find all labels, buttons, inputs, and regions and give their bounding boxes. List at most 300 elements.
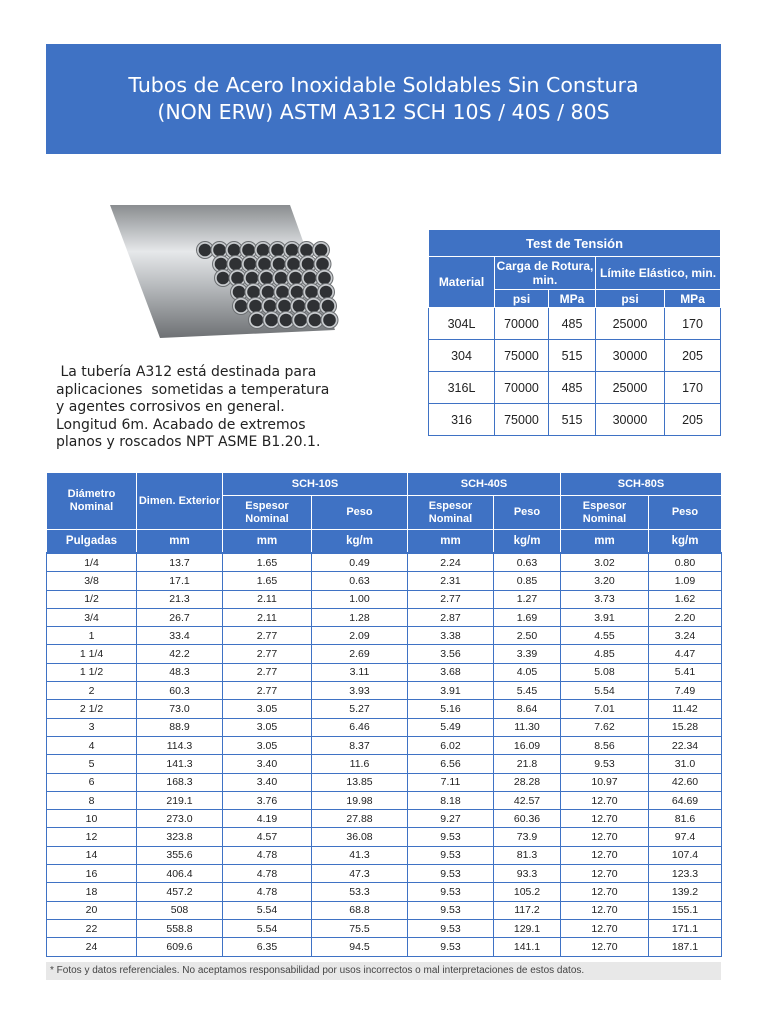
table-cell: 304 xyxy=(429,340,495,372)
table-row xyxy=(429,308,721,340)
tube-bore xyxy=(249,300,262,313)
tube-bore xyxy=(235,300,248,313)
tube-bore xyxy=(276,286,289,299)
table-row xyxy=(429,372,721,404)
table-cell: 4.05 xyxy=(494,663,561,681)
table-row xyxy=(47,663,722,681)
table-cell: 5.16 xyxy=(408,700,494,718)
table-cell: 117.2 xyxy=(494,901,561,919)
table-cell: 141.3 xyxy=(137,755,223,773)
table-row xyxy=(47,919,722,937)
table-cell: 7.62 xyxy=(561,718,649,736)
table-row xyxy=(47,682,722,700)
tube-bore xyxy=(262,286,275,299)
espesor-header: Espesor Nominal xyxy=(561,496,649,530)
table-cell: 170 xyxy=(665,372,721,404)
table-cell: 21.3 xyxy=(137,590,223,608)
table-row xyxy=(47,883,722,901)
tension-test-table xyxy=(428,229,721,436)
table-cell: 75.5 xyxy=(312,919,408,937)
table-cell: 88.9 xyxy=(137,718,223,736)
tube-bore xyxy=(244,258,257,271)
table-cell: 68.8 xyxy=(312,901,408,919)
table-row xyxy=(47,773,722,791)
table-cell: 406.4 xyxy=(137,865,223,883)
tube-bore xyxy=(304,272,317,285)
table-cell: 2.24 xyxy=(408,553,494,572)
table-cell: 5.41 xyxy=(649,663,722,681)
table-cell: 9.53 xyxy=(408,865,494,883)
table-cell: 2.31 xyxy=(408,572,494,590)
table-cell: 4.85 xyxy=(561,645,649,663)
table-cell: 0.63 xyxy=(494,553,561,572)
table-cell: 6 xyxy=(47,773,137,791)
unit-header: MPa xyxy=(549,290,596,308)
table-cell: 2.69 xyxy=(312,645,408,663)
table-cell: 1/4 xyxy=(47,553,137,572)
table-cell: 9.53 xyxy=(408,938,494,956)
diametro-header: Diámetro Nominal xyxy=(47,473,137,530)
pipe-bundle-image xyxy=(100,200,340,345)
table-cell: 123.3 xyxy=(649,865,722,883)
table-cell: 30000 xyxy=(596,404,665,436)
tube-bore xyxy=(199,244,212,257)
table-cell: 3.76 xyxy=(223,791,312,809)
table-cell: 14 xyxy=(47,846,137,864)
table-cell: 114.3 xyxy=(137,736,223,754)
description-line: planos y roscados NPT ASME B1.20.1. xyxy=(56,434,321,450)
table-cell: 42.2 xyxy=(137,645,223,663)
tube-bore xyxy=(294,314,307,327)
table-cell: 1.65 xyxy=(223,572,312,590)
tube-bore xyxy=(320,286,333,299)
table-cell: 2 1/2 xyxy=(47,700,137,718)
table-cell: 25000 xyxy=(596,372,665,404)
tube-bore xyxy=(278,300,291,313)
tube-bore xyxy=(286,244,299,257)
table-cell: 33.4 xyxy=(137,627,223,645)
table-row xyxy=(47,736,722,754)
description-line: La tubería A312 está destinada para xyxy=(56,364,317,380)
table-cell: 41.3 xyxy=(312,846,408,864)
tube-bore xyxy=(251,314,264,327)
table-cell: 4.78 xyxy=(223,846,312,864)
table-cell: 75000 xyxy=(495,404,549,436)
table-cell: 21.8 xyxy=(494,755,561,773)
table-cell: 12.70 xyxy=(561,865,649,883)
table-cell: 6.35 xyxy=(223,938,312,956)
table-cell: 30000 xyxy=(596,340,665,372)
table-cell: 27.88 xyxy=(312,810,408,828)
table-row xyxy=(47,590,722,608)
table-cell: 11.42 xyxy=(649,700,722,718)
footnote: * Fotos y datos referenciales. No aceptamos responsabilidad por usos incorrectos o mal interpretaciones de estos datos. xyxy=(46,962,721,980)
table-cell: 4.47 xyxy=(649,645,722,663)
table-cell: 15.28 xyxy=(649,718,722,736)
table-cell: 9.53 xyxy=(408,919,494,937)
table-cell: 22.34 xyxy=(649,736,722,754)
tube-bore xyxy=(287,258,300,271)
tube-bore xyxy=(309,314,322,327)
table-cell: 3/4 xyxy=(47,608,137,626)
unit-header: mm xyxy=(408,530,494,554)
product-description xyxy=(56,364,376,452)
table-cell: 12.70 xyxy=(561,919,649,937)
table-cell: 187.1 xyxy=(649,938,722,956)
table-cell: 3.02 xyxy=(561,553,649,572)
table-cell: 73.9 xyxy=(494,828,561,846)
table-cell: 9.53 xyxy=(408,828,494,846)
tube-bore xyxy=(242,244,255,257)
unit-header: mm xyxy=(137,530,223,554)
table-cell: 8 xyxy=(47,791,137,809)
tube-bore xyxy=(231,272,244,285)
table-cell: 485 xyxy=(549,372,596,404)
table-cell: 2.11 xyxy=(223,590,312,608)
tube-bore xyxy=(315,244,328,257)
table-cell: 3.39 xyxy=(494,645,561,663)
table-cell: 2.77 xyxy=(408,590,494,608)
table-cell: 36.08 xyxy=(312,828,408,846)
table-cell: 316 xyxy=(429,404,495,436)
tube-bore xyxy=(246,272,259,285)
tube-bore xyxy=(307,300,320,313)
limite-header: Límite Elástico, min. xyxy=(596,257,721,290)
table-cell: 26.7 xyxy=(137,608,223,626)
material-header: Material xyxy=(429,257,495,308)
sch-40s-header: SCH-40S xyxy=(408,473,561,496)
table-cell: 0.49 xyxy=(312,553,408,572)
rotura-header: Carga de Rotura, min. xyxy=(495,257,596,290)
table-cell: 5.08 xyxy=(561,663,649,681)
tension-table-title: Test de Tensión xyxy=(429,230,721,257)
table-cell: 64.69 xyxy=(649,791,722,809)
table-cell: 155.1 xyxy=(649,901,722,919)
table-cell: 3.40 xyxy=(223,773,312,791)
table-cell: 25000 xyxy=(596,308,665,340)
table-cell: 1.09 xyxy=(649,572,722,590)
table-cell: 7.49 xyxy=(649,682,722,700)
table-row xyxy=(47,810,722,828)
tube-bore xyxy=(265,314,278,327)
tube-bore xyxy=(316,258,329,271)
table-cell: 323.8 xyxy=(137,828,223,846)
table-cell: 8.64 xyxy=(494,700,561,718)
tube-bore xyxy=(291,286,304,299)
tube-bore xyxy=(280,314,293,327)
table-cell: 4 xyxy=(47,736,137,754)
table-row xyxy=(47,865,722,883)
table-row xyxy=(47,608,722,626)
table-row xyxy=(47,718,722,736)
table-cell: 1 1/2 xyxy=(47,663,137,681)
table-cell: 6.02 xyxy=(408,736,494,754)
table-cell: 16.09 xyxy=(494,736,561,754)
table-cell: 11.30 xyxy=(494,718,561,736)
table-cell: 2.77 xyxy=(223,645,312,663)
table-cell: 2.77 xyxy=(223,682,312,700)
table-cell: 3.56 xyxy=(408,645,494,663)
description-line: Longitud 6m. Acabado de extremos xyxy=(56,416,306,433)
table-cell: 53.3 xyxy=(312,883,408,901)
table-cell: 355.6 xyxy=(137,846,223,864)
table-cell: 5.54 xyxy=(561,682,649,700)
table-cell: 1 1/4 xyxy=(47,645,137,663)
table-cell: 73.0 xyxy=(137,700,223,718)
tube-bore xyxy=(247,286,260,299)
table-cell: 3 xyxy=(47,718,137,736)
table-cell: 171.1 xyxy=(649,919,722,937)
table-cell: 205 xyxy=(665,340,721,372)
table-cell: 515 xyxy=(549,340,596,372)
table-cell: 8.37 xyxy=(312,736,408,754)
unit-header: MPa xyxy=(665,290,721,308)
table-cell: 316L xyxy=(429,372,495,404)
tube-bore xyxy=(217,272,230,285)
table-cell: 1.69 xyxy=(494,608,561,626)
tube-bore xyxy=(228,244,241,257)
table-cell: 12.70 xyxy=(561,846,649,864)
table-cell: 93.3 xyxy=(494,865,561,883)
tube-bore xyxy=(322,300,335,313)
tube-bore xyxy=(273,258,286,271)
table-cell: 5.27 xyxy=(312,700,408,718)
table-cell: 1.00 xyxy=(312,590,408,608)
tube-bore xyxy=(305,286,318,299)
table-cell: 273.0 xyxy=(137,810,223,828)
table-cell: 42.60 xyxy=(649,773,722,791)
table-cell: 11.6 xyxy=(312,755,408,773)
tube-bore xyxy=(215,258,228,271)
table-cell: 94.5 xyxy=(312,938,408,956)
table-cell: 139.2 xyxy=(649,883,722,901)
tube-bore xyxy=(257,244,270,257)
table-cell: 4.78 xyxy=(223,883,312,901)
tube-bore xyxy=(323,314,336,327)
table-cell: 1.27 xyxy=(494,590,561,608)
unit-header: kg/m xyxy=(649,530,722,554)
page-title-line-2: (NON ERW) ASTM A312 SCH 10S / 40S / 80S xyxy=(157,100,610,124)
table-cell: 9.53 xyxy=(408,846,494,864)
table-cell: 81.3 xyxy=(494,846,561,864)
table-cell: 12.70 xyxy=(561,810,649,828)
table-cell: 4.78 xyxy=(223,865,312,883)
table-cell: 20 xyxy=(47,901,137,919)
tube-bore xyxy=(289,272,302,285)
table-cell: 141.1 xyxy=(494,938,561,956)
table-cell: 5.54 xyxy=(223,919,312,937)
table-row xyxy=(47,828,722,846)
table-row xyxy=(47,700,722,718)
table-cell: 129.1 xyxy=(494,919,561,937)
espesor-header: Espesor Nominal xyxy=(223,496,312,530)
table-cell: 70000 xyxy=(495,308,549,340)
tube-bore xyxy=(302,258,315,271)
table-row xyxy=(47,572,722,590)
table-cell: 3.24 xyxy=(649,627,722,645)
table-cell: 485 xyxy=(549,308,596,340)
table-cell: 16 xyxy=(47,865,137,883)
table-cell: 105.2 xyxy=(494,883,561,901)
table-cell: 9.27 xyxy=(408,810,494,828)
espesor-header: Espesor Nominal xyxy=(408,496,494,530)
table-cell: 219.1 xyxy=(137,791,223,809)
tube-bore xyxy=(233,286,246,299)
sch-80s-header: SCH-80S xyxy=(561,473,722,496)
table-row xyxy=(47,846,722,864)
table-cell: 4.57 xyxy=(223,828,312,846)
description-line: y agentes corrosivos en general. xyxy=(56,399,285,415)
unit-header: mm xyxy=(561,530,649,554)
unit-header: psi xyxy=(495,290,549,308)
table-cell: 3.73 xyxy=(561,590,649,608)
tube-bore xyxy=(213,244,226,257)
table-cell: 7.01 xyxy=(561,700,649,718)
table-cell: 75000 xyxy=(495,340,549,372)
table-cell: 609.6 xyxy=(137,938,223,956)
table-cell: 2.20 xyxy=(649,608,722,626)
dimen-header: Dimen. Exterior xyxy=(137,473,223,530)
table-cell: 3.05 xyxy=(223,718,312,736)
pipe-dimensions-table xyxy=(46,472,722,957)
table-cell: 558.8 xyxy=(137,919,223,937)
table-cell: 60.3 xyxy=(137,682,223,700)
table-cell: 7.11 xyxy=(408,773,494,791)
table-cell: 19.98 xyxy=(312,791,408,809)
table-cell: 3.91 xyxy=(408,682,494,700)
table-cell: 2.77 xyxy=(223,663,312,681)
table-cell: 3/8 xyxy=(47,572,137,590)
table-cell: 1 xyxy=(47,627,137,645)
tube-bore xyxy=(229,258,242,271)
table-cell: 3.68 xyxy=(408,663,494,681)
table-cell: 3.11 xyxy=(312,663,408,681)
table-cell: 515 xyxy=(549,404,596,436)
tube-bore xyxy=(318,272,331,285)
table-cell: 6.46 xyxy=(312,718,408,736)
table-cell: 4.19 xyxy=(223,810,312,828)
description-line: aplicaciones sometidas a temperatura xyxy=(56,381,330,398)
table-cell: 13.7 xyxy=(137,553,223,572)
table-row xyxy=(47,645,722,663)
unit-header: psi xyxy=(596,290,665,308)
table-cell: 18 xyxy=(47,883,137,901)
table-cell: 47.3 xyxy=(312,865,408,883)
tube-bore xyxy=(264,300,277,313)
table-row xyxy=(47,791,722,809)
title-banner xyxy=(46,44,721,154)
table-cell: 81.6 xyxy=(649,810,722,828)
table-cell: 2.77 xyxy=(223,627,312,645)
table-cell: 31.0 xyxy=(649,755,722,773)
table-cell: 13.85 xyxy=(312,773,408,791)
tube-bore xyxy=(258,258,271,271)
tube-bore xyxy=(260,272,273,285)
table-cell: 12.70 xyxy=(561,901,649,919)
table-cell: 6.56 xyxy=(408,755,494,773)
table-cell: 205 xyxy=(665,404,721,436)
peso-header: Peso xyxy=(494,496,561,530)
table-cell: 60.36 xyxy=(494,810,561,828)
table-row xyxy=(429,340,721,372)
unit-header: kg/m xyxy=(494,530,561,554)
table-cell: 8.18 xyxy=(408,791,494,809)
table-cell: 9.53 xyxy=(561,755,649,773)
table-cell: 0.80 xyxy=(649,553,722,572)
unit-header: kg/m xyxy=(312,530,408,554)
table-cell: 22 xyxy=(47,919,137,937)
table-cell: 1/2 xyxy=(47,590,137,608)
table-cell: 2.87 xyxy=(408,608,494,626)
unit-header: Pulgadas xyxy=(47,530,137,554)
table-cell: 8.56 xyxy=(561,736,649,754)
table-cell: 5.49 xyxy=(408,718,494,736)
table-cell: 3.93 xyxy=(312,682,408,700)
table-cell: 2 xyxy=(47,682,137,700)
table-cell: 4.55 xyxy=(561,627,649,645)
table-cell: 28.28 xyxy=(494,773,561,791)
table-cell: 5 xyxy=(47,755,137,773)
table-cell: 12 xyxy=(47,828,137,846)
table-cell: 9.53 xyxy=(408,883,494,901)
table-cell: 1.62 xyxy=(649,590,722,608)
peso-header: Peso xyxy=(649,496,722,530)
table-cell: 2.11 xyxy=(223,608,312,626)
table-row xyxy=(47,627,722,645)
table-cell: 107.4 xyxy=(649,846,722,864)
table-cell: 70000 xyxy=(495,372,549,404)
table-cell: 0.85 xyxy=(494,572,561,590)
table-cell: 0.63 xyxy=(312,572,408,590)
table-cell: 3.20 xyxy=(561,572,649,590)
table-cell: 457.2 xyxy=(137,883,223,901)
table-cell: 170 xyxy=(665,308,721,340)
table-cell: 5.54 xyxy=(223,901,312,919)
tube-bore xyxy=(300,244,313,257)
table-cell: 3.05 xyxy=(223,736,312,754)
table-cell: 24 xyxy=(47,938,137,956)
table-cell: 12.70 xyxy=(561,883,649,901)
table-cell: 9.53 xyxy=(408,901,494,919)
table-cell: 48.3 xyxy=(137,663,223,681)
table-cell: 1.28 xyxy=(312,608,408,626)
table-cell: 3.05 xyxy=(223,700,312,718)
table-cell: 1.65 xyxy=(223,553,312,572)
table-cell: 3.91 xyxy=(561,608,649,626)
sch-10s-header: SCH-10S xyxy=(223,473,408,496)
table-cell: 10 xyxy=(47,810,137,828)
table-cell: 3.38 xyxy=(408,627,494,645)
table-cell: 5.45 xyxy=(494,682,561,700)
table-cell: 12.70 xyxy=(561,828,649,846)
table-cell: 3.40 xyxy=(223,755,312,773)
table-row xyxy=(47,901,722,919)
table-cell: 2.09 xyxy=(312,627,408,645)
table-cell: 17.1 xyxy=(137,572,223,590)
table-cell: 12.70 xyxy=(561,938,649,956)
table-cell: 2.50 xyxy=(494,627,561,645)
table-cell: 168.3 xyxy=(137,773,223,791)
table-cell: 508 xyxy=(137,901,223,919)
tube-bore xyxy=(275,272,288,285)
tube-bore xyxy=(271,244,284,257)
table-cell: 10.97 xyxy=(561,773,649,791)
unit-header: mm xyxy=(223,530,312,554)
table-cell: 97.4 xyxy=(649,828,722,846)
page-title-line-1: Tubos de Acero Inoxidable Soldables Sin Constura xyxy=(128,73,639,97)
table-row xyxy=(47,553,722,572)
table-row xyxy=(47,755,722,773)
